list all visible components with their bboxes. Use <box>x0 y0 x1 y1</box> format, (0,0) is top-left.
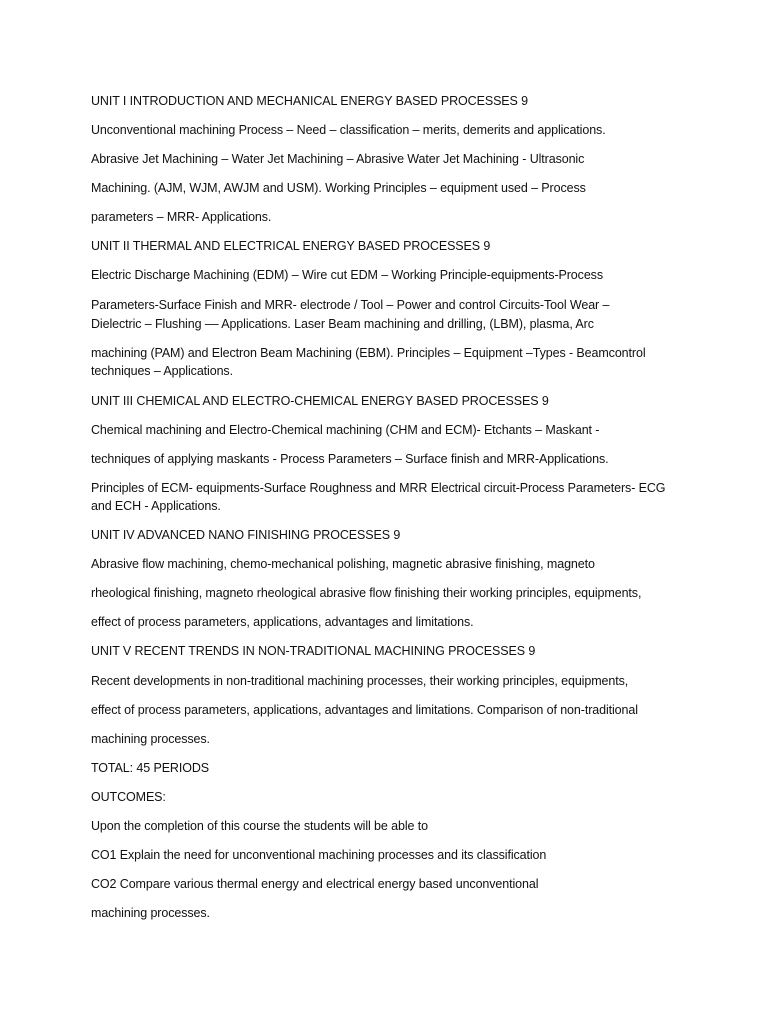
unit2-text-line-5: techniques – Applications. <box>91 364 233 378</box>
outcome-co2-line-1: CO2 Compare various thermal energy and electrical energy based unconventional <box>91 877 539 891</box>
unit5-heading: UNIT V RECENT TRENDS IN NON-TRADITIONAL MACHINING PROCESSES 9 <box>91 644 536 658</box>
unit3-text-line-1: Chemical machining and Electro-Chemical machining (CHM and ECM)- Etchants – Maskant - <box>91 423 600 437</box>
outcomes-intro: Upon the completion of this course the students will be able to <box>91 819 428 833</box>
unit2-text-line-4: machining (PAM) and Electron Beam Machining (EBM). Principles – Equipment –Types - Beamcontrol <box>91 346 646 360</box>
unit2-heading: UNIT II THERMAL AND ELECTRICAL ENERGY BASED PROCESSES 9 <box>91 239 491 253</box>
unit1-text-line-2: Abrasive Jet Machining – Water Jet Machining – Abrasive Water Jet Machining - Ultrasonic <box>91 152 585 166</box>
unit3-text-line-2: techniques of applying maskants - Process Parameters – Surface finish and MRR-Applications. <box>91 452 609 466</box>
unit4-heading: UNIT IV ADVANCED NANO FINISHING PROCESSES 9 <box>91 528 401 542</box>
unit1-text-line-1: Unconventional machining Process – Need – classification – merits, demerits and applications. <box>91 123 606 137</box>
outcome-co1: CO1 Explain the need for unconventional machining processes and its classification <box>91 848 547 862</box>
unit1-text-line-3: Machining. (AJM, WJM, AWJM and USM). Working Principles – equipment used – Process <box>91 181 586 195</box>
outcome-co2-line-2: machining processes. <box>91 906 210 920</box>
unit4-text-line-1: Abrasive flow machining, chemo-mechanical polishing, magnetic abrasive finishing, magneto <box>91 557 595 571</box>
unit4-text-line-3: effect of process parameters, applications, advantages and limitations. <box>91 615 474 629</box>
unit2-text-line-1: Electric Discharge Machining (EDM) – Wire cut EDM – Working Principle-equipments-Process <box>91 268 603 282</box>
outcomes-heading: OUTCOMES: <box>91 790 166 804</box>
unit3-heading: UNIT III CHEMICAL AND ELECTRO-CHEMICAL ENERGY BASED PROCESSES 9 <box>91 394 549 408</box>
unit2-text-line-2: Parameters-Surface Finish and MRR- electrode / Tool – Power and control Circuits-Tool Wear – <box>91 298 610 312</box>
unit4-text-line-2: rheological finishing, magneto rheological abrasive flow finishing their working principles, equipments, <box>91 586 642 600</box>
unit1-heading: UNIT I INTRODUCTION AND MECHANICAL ENERGY BASED PROCESSES 9 <box>91 94 529 108</box>
unit5-text-line-2: effect of process parameters, applications, advantages and limitations. Comparison of non-traditional <box>91 703 638 717</box>
unit2-text-line-3: Dielectric – Flushing –– Applications. Laser Beam machining and drilling, (LBM), plasma, Arc <box>91 317 594 331</box>
unit5-text-line-1: Recent developments in non-traditional machining processes, their working principles, equipments, <box>91 674 629 688</box>
total-periods: TOTAL: 45 PERIODS <box>91 761 210 775</box>
unit3-text-line-3: Principles of ECM- equipments-Surface Roughness and MRR Electrical circuit-Process Parameters- ECG <box>91 481 666 495</box>
unit1-text-line-4: parameters – MRR- Applications. <box>91 210 272 224</box>
unit5-text-line-3: machining processes. <box>91 732 210 746</box>
unit3-text-line-4: and ECH - Applications. <box>91 499 221 513</box>
